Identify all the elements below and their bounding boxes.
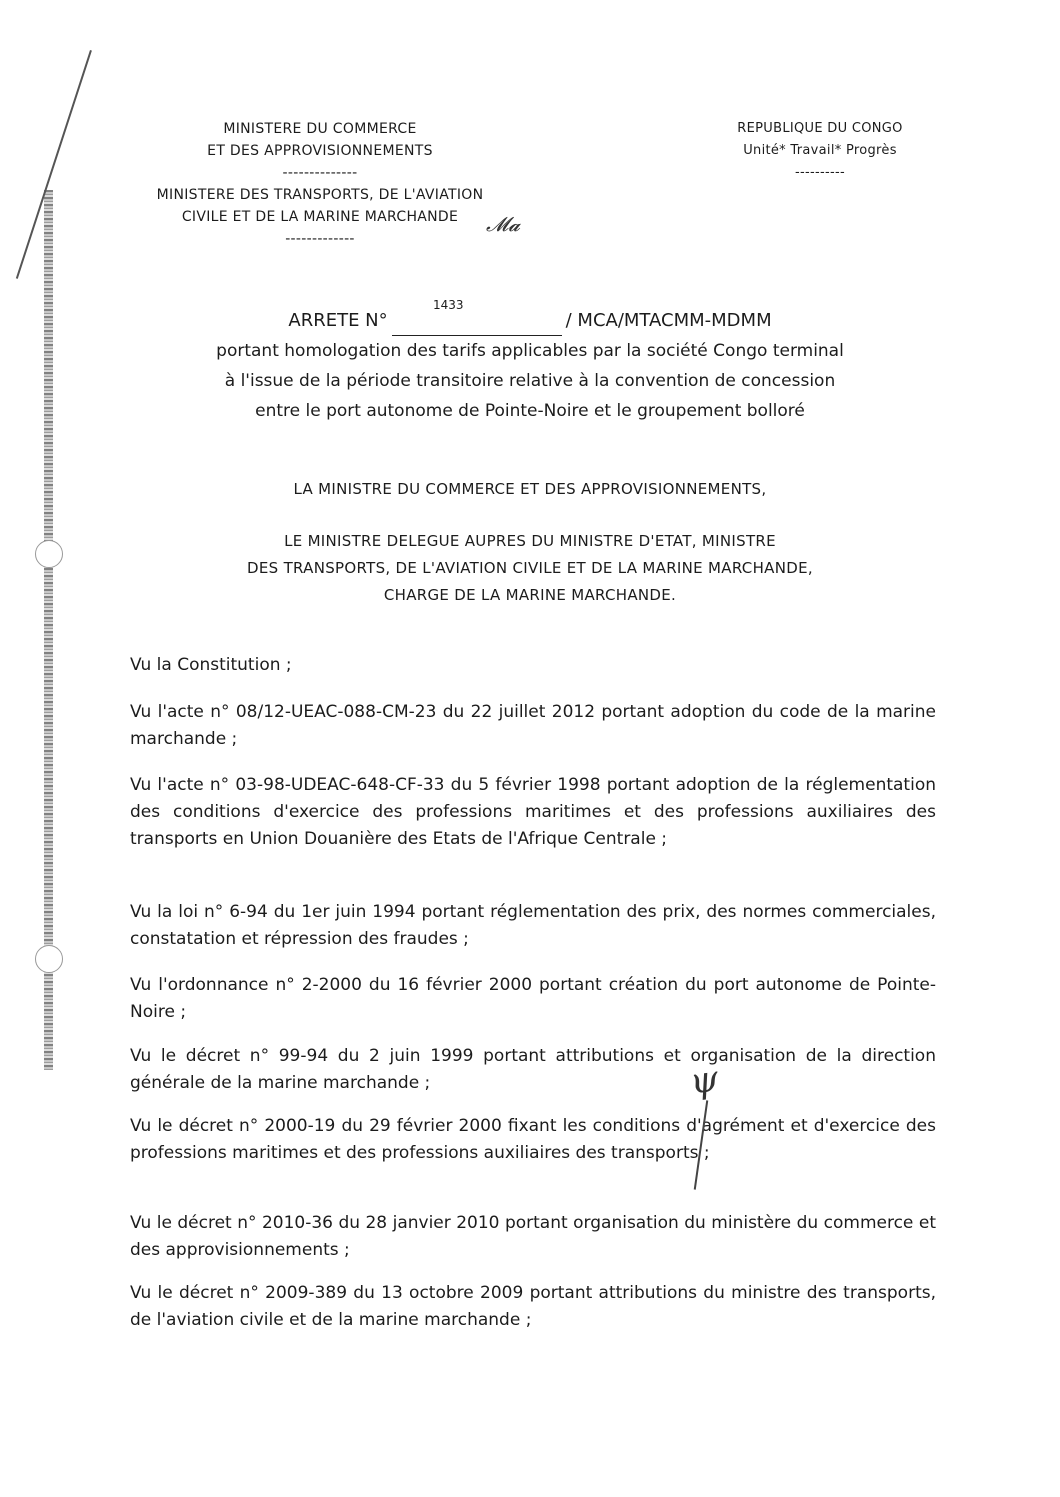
header-left xyxy=(120,118,520,250)
header-right-sep: ---------- xyxy=(795,165,845,180)
header-left-sep2: ------------- xyxy=(285,231,355,247)
arrete-number: 1433 xyxy=(433,298,464,312)
title-line3: entre le port autonome de Pointe-Noire et le groupement bolloré xyxy=(255,401,805,421)
punch-hole xyxy=(35,540,63,568)
handwritten-initial: ψ xyxy=(687,1058,721,1103)
header-left-line1: MINISTERE DU COMMERCE xyxy=(223,121,417,137)
arrete-heading xyxy=(180,306,880,336)
ministre-delegue xyxy=(140,528,920,609)
vu-paragraph: Vu le décret n° 2009-389 du 13 octobre 2009 portant attributions du ministre des transports, de l'aviation civile et de la marine marchande ; xyxy=(130,1283,936,1330)
vu-paragraph: Vu la Constitution ; xyxy=(130,655,292,675)
vu-paragraph: Vu l'acte n° 08/12-UEAC-088-CM-23 du 22 juillet 2012 portant adoption du code de la marine marchande ; xyxy=(130,702,936,749)
vu-paragraph: Vu l'acte n° 03-98-UDEAC-648-CF-33 du 5 février 1998 portant adoption de la réglementation des conditions d'exercice des professions maritimes et des professions auxiliaires des transports en Union Douanière des Etats de l'Afrique Centrale ; xyxy=(130,775,936,849)
header-left-line4: CIVILE ET DE LA MARINE MARCHANDE xyxy=(181,209,459,225)
title-line1: portant homologation des tarifs applicables par la société Congo terminal xyxy=(216,341,844,361)
arrete-suffix: / MCA/MTACMM-MDMM xyxy=(565,310,772,331)
ministre-delegue-line3: CHARGE DE LA MARINE MARCHANDE. xyxy=(383,586,677,604)
header-left-line2: ET DES APPROVISIONNEMENTS xyxy=(207,143,433,159)
vu-paragraph: Vu le décret n° 2010-36 du 28 janvier 2010 portant organisation du ministère du commerce et des approvisionnements ; xyxy=(130,1213,936,1260)
arrete-title xyxy=(160,336,900,426)
vu-paragraph: Vu l'ordonnance n° 2-2000 du 16 février 2000 portant création du port autonome de Pointe-Noire ; xyxy=(130,975,936,1022)
arrete-number-line xyxy=(392,319,562,336)
scan-artifact-line xyxy=(16,50,92,279)
header-right xyxy=(700,118,940,184)
ministre-delegue-line2: DES TRANSPORTS, DE L'AVIATION CIVILE ET DE LA MARINE MARCHANDE, xyxy=(247,559,813,577)
title-line2: à l'issue de la période transitoire relative à la convention de concession xyxy=(224,371,836,391)
republic-name: REPUBLIQUE DU CONGO xyxy=(737,121,903,136)
vu-paragraph: Vu le décret n° 99-94 du 2 juin 1999 portant attributions et organisation de la direction générale de la marine marchande ; xyxy=(130,1046,936,1093)
arrete-prefix: ARRETE N° xyxy=(288,310,388,331)
vu-paragraph: Vu le décret n° 2000-19 du 29 février 2000 fixant les conditions d'agrément et d'exercice des professions maritimes et des professions auxiliaires des transports ; xyxy=(130,1116,936,1163)
vu-paragraph: Vu la loi n° 6-94 du 1er juin 1994 portant réglementation des prix, des normes commerciales, constatation et répression des fraudes ; xyxy=(130,902,936,949)
punch-hole xyxy=(35,945,63,973)
republic-motto: Unité* Travail* Progrès xyxy=(743,143,897,158)
initials-signature: 𝓜𝓪 xyxy=(486,212,521,236)
header-left-line3: MINISTERE DES TRANSPORTS, DE L'AVIATION xyxy=(156,187,484,203)
header-left-sep1: -------------- xyxy=(282,165,358,181)
ministre-delegue-line1: LE MINISTRE DELEGUE AUPRES DU MINISTRE D'ETAT, MINISTRE xyxy=(284,532,776,550)
ministre-commerce: LA MINISTRE DU COMMERCE ET DES APPROVISIONNEMENTS, xyxy=(293,480,767,498)
scan-binding-strip xyxy=(44,190,53,1070)
